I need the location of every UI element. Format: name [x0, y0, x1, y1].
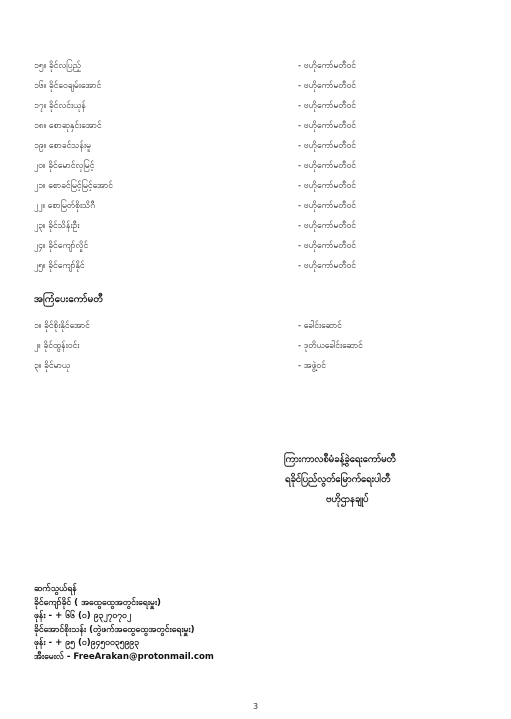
member-name: ၂၁။ စောခင်မြင့်မြင့်အောင်: [34, 181, 113, 191]
list-item: [34, 236, 474, 256]
member-name: ၂၂။ စောမြတ်စိုးသိဂီ: [34, 201, 96, 211]
contact-phone-1: ဖုန်း - + ၆၆ (၀) ၉၃၂၇၀၇၀၂: [34, 611, 132, 621]
list-item: [34, 136, 474, 156]
contact-phone-2: ဖုန်း - + ၉၅ (၀)၉၄၅၀၀၃၅၉၉၃: [34, 638, 139, 648]
member-name: ၂၀။ ခိုင်မောင်လှမြင့်: [34, 161, 95, 171]
member-role: - ဗဟိုကော်မတီဝင်: [298, 141, 356, 151]
advisory-committee-list: [34, 316, 474, 376]
member-role: - ဗဟိုကော်မတီဝင်: [298, 61, 356, 71]
signature-headquarters: ဗဟိုဌာနချုပ်: [326, 494, 369, 505]
contact-email: အီးမေးလ် - FreeArakan@protonmail.com: [34, 651, 214, 662]
member-role: - အဖွဲ့ဝင်: [298, 361, 326, 371]
list-item: [34, 96, 474, 116]
member-role: - ခေါင်းဆောင်: [298, 321, 342, 331]
list-item: [34, 76, 474, 96]
member-role: - ဒုတိယခေါင်းဆောင်: [298, 341, 363, 351]
list-item: [34, 336, 474, 356]
list-item: [34, 256, 474, 276]
signature-committee: ကြားကာလစီမံခန့်ခွဲရေးကော်မတီ: [284, 454, 396, 465]
member-role: - ဗဟိုကော်မတီဝင်: [298, 121, 356, 131]
member-name: ၁၆။ ခိုင်ဝေချမ်းအောင်: [34, 81, 102, 91]
member-name: ၂၄။ ခိုင်ကျော်လှိုင်: [34, 241, 89, 251]
member-name: ၁၅။ ခိုင်လပြည့်: [34, 61, 81, 71]
signature-block: [284, 450, 464, 510]
list-item: [34, 216, 474, 236]
member-role: - ဗဟိုကော်မတီဝင်: [298, 201, 356, 211]
signature-party: ရခိုင်ပြည်လွတ်မြောက်ရေးပါတီ: [285, 474, 391, 485]
central-committee-list: [34, 56, 474, 276]
list-item: [34, 316, 474, 336]
member-role: - ဗဟိုကော်မတီဝင်: [298, 81, 356, 91]
member-role: - ဗဟိုကော်မတီဝင်: [298, 221, 356, 231]
contact-person-2: ခိုင်အောင်စိုးသန်း (တွဲဖက်အထွေထွေအတွင်းရေးမှူး): [34, 624, 195, 635]
member-role: - ဗဟိုကော်မတီဝင်: [298, 101, 356, 111]
member-name: ၃။ ခိုင်မာယု: [34, 361, 71, 371]
page-number: 3: [252, 702, 259, 711]
list-item: [34, 176, 474, 196]
list-item: [34, 156, 474, 176]
member-name: ၂၃။ ခိုင်သိန်းဦး: [34, 221, 80, 231]
member-name: ၁၈။ စောဆုနှင်းအောင်: [34, 121, 102, 131]
list-item: [34, 116, 474, 136]
member-role: - ဗဟိုကော်မတီဝင်: [298, 161, 356, 171]
advisory-committee-heading: အကြံပေးကော်မတီ: [34, 294, 104, 305]
list-item: [34, 196, 474, 216]
contact-person-1: ခိုင်ကျော်ခိုင် ( အထွေထွေအတွင်းရေးမှူး): [34, 597, 161, 608]
member-name: ၁၉။ စောခင်သန်းမူ: [34, 141, 91, 151]
member-role: - ဗဟိုကော်မတီဝင်: [298, 181, 356, 191]
member-role: - ဗဟိုကော်မတီဝင်: [298, 261, 356, 271]
contact-title: ဆက်သွယ်ရန်: [34, 584, 77, 594]
member-name: ၂၅။ ခိုင်ကျော်နိုင်: [34, 261, 85, 271]
member-name: ၁၇။ ခိုင်လင်းယုန်: [34, 101, 86, 111]
member-role: - ဗဟိုကော်မတီဝင်: [298, 241, 356, 251]
list-item: [34, 356, 474, 376]
member-name: ၁။ ခိုင်စိုးနိုင်အောင်: [34, 321, 90, 331]
contact-block: [34, 583, 214, 664]
member-name: ၂။ ခိုင်ထွန်းဝင်း: [34, 341, 80, 351]
list-item: [34, 56, 474, 76]
